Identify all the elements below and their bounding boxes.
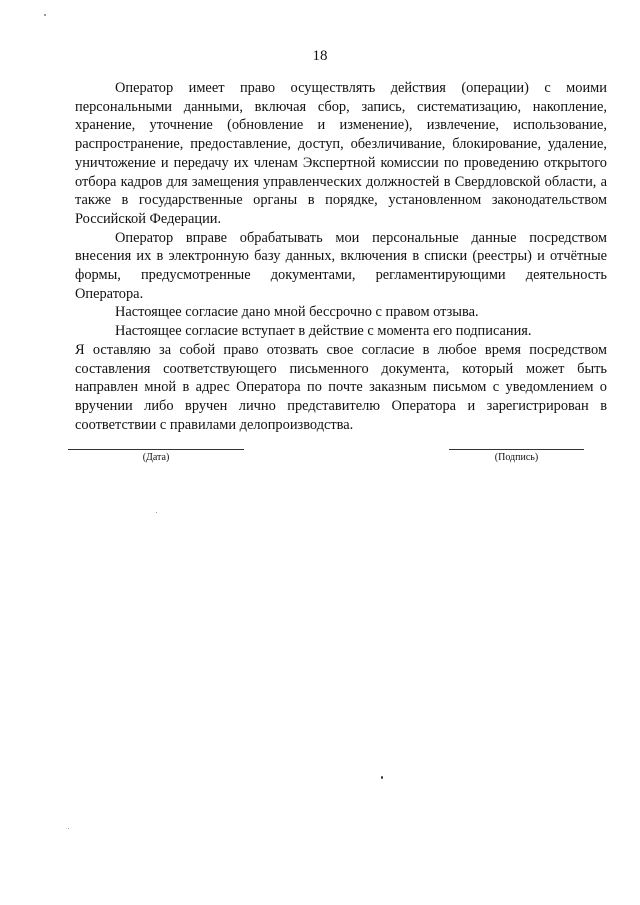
date-line xyxy=(68,449,244,450)
paragraph-operator-rights: Оператор имеет право осуществлять действия (операции) с моими персональными данными, включая сбор, запись, систематизацию, накопление, хранение, уточнение (обновление и изменение), извлечение, использование, распространение, предоставление, доступ, обезличивание, блокирование, удаление, уничтожение и передачу их членам Экспертной комиссии по проведению открытого отбора кадров для замещения управленческих должностей в Свердловской области, а также в государственные органы в порядке, установленном законодательством Российской Федерации. xyxy=(75,80,607,227)
scan-speck xyxy=(381,776,383,779)
signature-line xyxy=(449,449,584,450)
page-number: 18 xyxy=(312,48,328,64)
date-caption: (Дата) xyxy=(142,452,170,463)
paragraph-consent-withdrawal: Я оставляю за собой право отозвать свое согласие в любое время посредством составления соответствующего письменного документа, который может быть направлен мной в адрес Оператора по почте заказным письмом с уведомлением о вручении либо вручен лично представителю Оператора и зарегистрирован в соответствии с правилами делопроизводства. xyxy=(75,341,607,433)
document-body xyxy=(75,79,607,434)
scan-speck xyxy=(68,828,69,829)
scan-speck xyxy=(156,512,157,513)
scan-speck xyxy=(44,14,46,16)
paragraph-operator-processing: Оператор вправе обрабатывать мои персональные данные посредством внесения их в электронную базу данных, включения в списки (реестры) и отчётные формы, предусмотренные документами, регламентирующими деятельность Оператора. xyxy=(75,229,607,302)
paragraph-consent-effective: Настоящее согласие вступает в действие с момента его подписания. xyxy=(115,323,532,340)
paragraph-consent-term: Настоящее согласие дано мной бессрочно с правом отзыва. xyxy=(115,304,479,321)
signature-caption: (Подпись) xyxy=(494,452,539,463)
